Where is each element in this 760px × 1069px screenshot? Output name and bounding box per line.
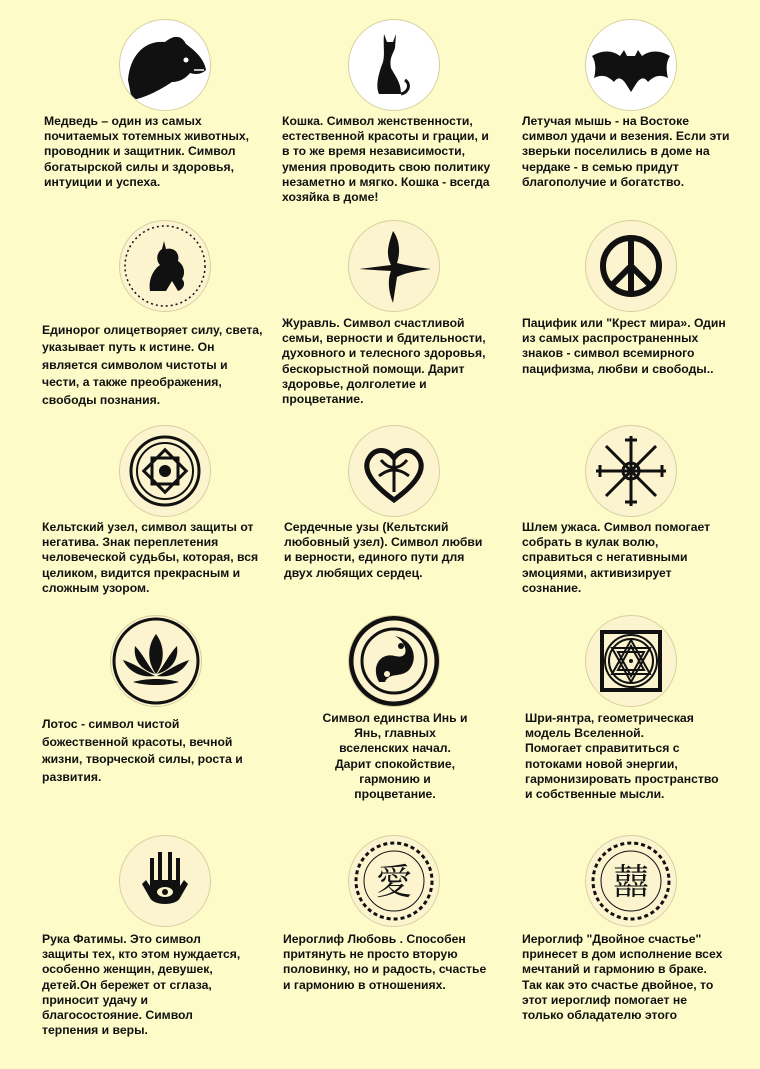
hieroglyph-double-happiness-icon [585, 835, 677, 927]
celtic-knot-description: Кельтский узел, символ защиты от негатива. Знак переплетения человеческой судьбы, которая, вся целиком, видится прекрасным и сложным узором. [42, 520, 259, 595]
hieroglyph-love-icon [348, 835, 440, 927]
crane-icon [348, 220, 440, 312]
sri-yantra-icon [585, 615, 677, 707]
bat-description: Летучая мышь - на Востоке символ удачи и везения. Если эти зверьки поселились в доме на чердаке - в семью придут благополучие и богатство. [522, 114, 730, 189]
yin-yang-fish-icon [348, 615, 440, 707]
hamsa-description: Рука Фатимы. Это символ защиты тех, кто этом нуждается, особенно женщин, девушек, детей.Он бережет от сглаза, приносит удачу и благосостояние. Символ терпения и веры. [42, 932, 241, 1038]
helm-of-awe-description: Шлем ужаса. Символ помогает собрать в кулак волю, справиться с негативными эмоциями, активизирует сознание. [522, 520, 711, 595]
crane-description: Журавль. Символ счастливой семьи, верности и бдительности, духовного и телесного здоровья, бескорыстной помощи. Дарит здоровье, долголетие и процветание. [282, 316, 486, 407]
double-happiness-description: Иероглиф "Двойное счастье" принесет в дом исполнение всех мечтаний и гармонию в браке. Так как это счастье двойное, то этот иероглиф помогает не только обладателю этого [522, 932, 723, 1023]
sri-yantra-description: Шри-янтра, геометрическая модель Вселенной. Помогает справититься с потоками новой энергии, гармонизировать пространство и собственные мысли. [525, 711, 719, 802]
heart-knot-description: Сердечные узы (Кельтский любовный узел). Символ любви и верности, единого пути для двух любящих сердец. [284, 520, 483, 580]
cat-icon [348, 19, 440, 111]
helm-of-awe-icon [585, 425, 677, 517]
unicorn-description: Единорог олицетворяет силу, света, указывает путь к истине. Он является символом чистоты и чести, а также преображения, свободы познания. [42, 323, 263, 407]
double-happiness-glyph: 囍 [612, 862, 650, 903]
love-glyph: 愛 [375, 862, 413, 903]
hamsa-icon [119, 835, 211, 927]
peace-description: Пацифик или "Крест мира». Один из самых распространенных знаков - символ всемирного пацифизма, любви и свободы.. [522, 316, 726, 376]
bear-description: Медведь – один из самых почитаемых тотемных животных, проводник и защитник. Символ богатырской силы и здоровья, интуиции и успеха. [44, 114, 250, 189]
peace-icon [585, 220, 677, 312]
unicorn-icon [119, 220, 211, 312]
heart-knot-icon [348, 425, 440, 517]
celtic-knot-icon [119, 425, 211, 517]
lotus-description: Лотос - символ чистой божественной красоты, вечной жизни, творческой силы, роста и развития. [42, 717, 243, 784]
cat-description: Кошка. Символ женственности, естественной красоты и грации, и в то же время независимости, умения проводить свою политику незаметно и мягко. Кошка - всегда хозяйка в доме! [282, 114, 491, 205]
yin-yang-description: Символ единства Инь и Янь, главных вселенских начал. Дарит спокойствие, гармонию и процветание. [322, 711, 468, 802]
love-description: Иероглиф Любовь . Способен притянуть не просто вторую половинку, но и радость, счастье и гармонию в отношениях. [283, 932, 487, 992]
bear-icon [119, 19, 211, 111]
lotus-icon [110, 615, 202, 707]
bat-icon [585, 19, 677, 111]
